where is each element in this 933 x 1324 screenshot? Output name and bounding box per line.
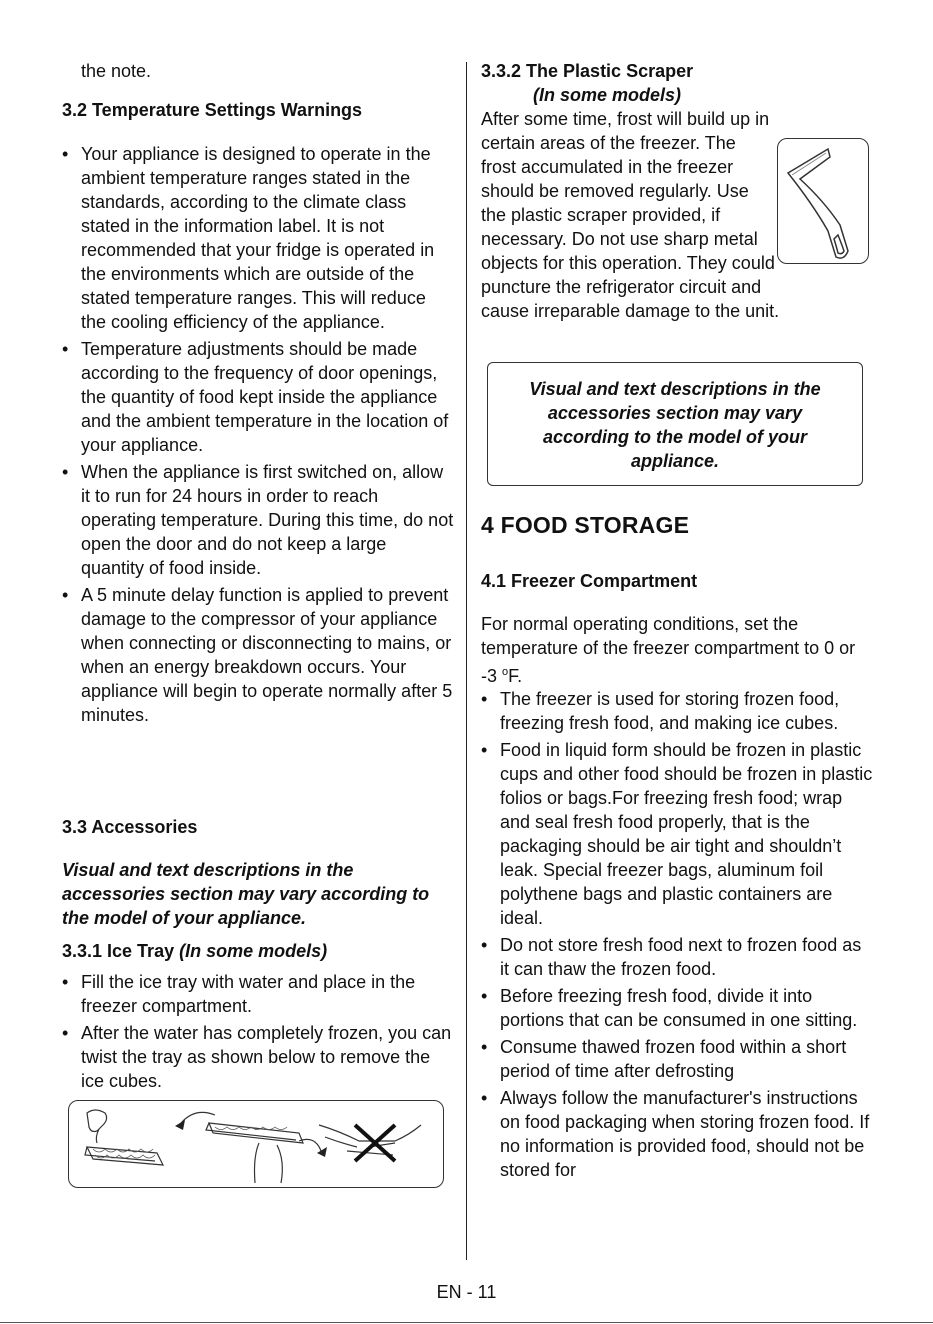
freezer-list bbox=[481, 687, 873, 1182]
list-item: • Always follow the manufacturer's instructions on food packaging when storing frozen food. If no information is provided food, should not be stored for bbox=[481, 1086, 873, 1182]
heading-4-1: 4.1 Freezer Compartment bbox=[481, 571, 698, 591]
ice-tray-subtitle: (In some models) bbox=[179, 941, 328, 961]
temperature-warnings-list bbox=[62, 142, 454, 727]
list-item: • Before freezing fresh food, divide it into portions that can be consumed in one sitting. bbox=[481, 984, 873, 1032]
list-item: • The freezer is used for storing frozen food, freezing fresh food, and making ice cubes. bbox=[481, 687, 873, 735]
page-bottom-rule bbox=[0, 1322, 933, 1323]
scraper-text bbox=[481, 107, 873, 323]
heading-3-3-1 bbox=[62, 939, 327, 963]
column-divider bbox=[466, 62, 467, 1260]
degree-sign: o bbox=[502, 666, 509, 678]
scraper-subtitle: (In some models) bbox=[533, 85, 682, 105]
accessories-note-box-text: Visual and text descriptions in the accessories section may vary according to the model of your appliance. bbox=[529, 379, 821, 471]
intro-text: the note. bbox=[81, 61, 152, 81]
heading-3-2: 3.2 Temperature Settings Warnings bbox=[62, 100, 363, 120]
ice-tray-title: 3.3.1 Ice Tray bbox=[62, 941, 175, 961]
ice-tray-illustration bbox=[68, 1100, 444, 1188]
list-item: • Consume thawed frozen food within a short period of time after defrosting bbox=[481, 1035, 873, 1083]
heading-4-food-storage: 4 FOOD STORAGE bbox=[481, 512, 690, 538]
freezer-temp-text bbox=[481, 612, 873, 688]
list-item: • A 5 minute delay function is applied to prevent damage to the compressor of your appliance when connecting or disconnecting to mains, or when an energy breakdown occurs. Your appliance will begin to operate normally after 5 minutes. bbox=[62, 583, 454, 727]
temp-unit: F. bbox=[508, 666, 523, 686]
list-item: • Fill the ice tray with water and place in the freezer compartment. bbox=[62, 970, 454, 1018]
freezer-temp-body: For normal operating conditions, set the temperature of the freezer compartment to 0 or -3 bbox=[481, 614, 856, 686]
scraper-paragraph: After some time, frost will build up in certain areas of the freezer. The frost accumulated in the freezer should be removed regularly. Use the plastic scraper provided, if necessary. Do not use sharp metal objects for this operation. They could puncture the refrigerator circuit and cause irreparable damage to the unit. bbox=[481, 109, 780, 321]
list-item: • Food in liquid form should be frozen in plastic cups and other food should be frozen in plastic folios or bags.For freezing fresh food; wrap and seal fresh food properly, that is the packaging should be air tight and shouldn’t leak. Special freezer bags, aluminum foil polythene bags and plastic containers are ideal. bbox=[481, 738, 873, 930]
page-number: EN - 11 bbox=[436, 1282, 497, 1302]
list-item: • Temperature adjustments should be made according to the frequency of door openings, the quantity of food kept inside the appliance and the ambient temperature in the location of your appliance. bbox=[62, 337, 454, 457]
heading-3-3: 3.3 Accessories bbox=[62, 817, 198, 837]
ice-tray-steps bbox=[62, 970, 454, 1093]
accessories-note-box bbox=[487, 362, 863, 486]
heading-3-3-2: 3.3.2 The Plastic Scraper bbox=[481, 61, 694, 81]
ice-tray-twist-icon bbox=[69, 1101, 443, 1187]
list-item: • When the appliance is first switched on, allow it to run for 24 hours in order to reach operating temperature. During this time, do not open the door and do not keep a large quantity of food inside. bbox=[62, 460, 454, 580]
list-item: • Do not store fresh food next to frozen food as it can thaw the frozen food. bbox=[481, 933, 873, 981]
accessories-note: Visual and text descriptions in the accessories section may vary according to the model of your appliance. bbox=[62, 860, 430, 928]
list-item: • After the water has completely frozen, you can twist the tray as shown below to remove the ice cubes. bbox=[62, 1021, 454, 1093]
scraper-float-spacer bbox=[775, 135, 873, 293]
list-item: • Your appliance is designed to operate in the ambient temperature ranges stated in the standards, according to the climate class stated in the information label. It is not recommended that your fridge is operated in the environments which are outside of the stated temperature ranges. This will reduce the cooling efficiency of the appliance. bbox=[62, 142, 454, 334]
